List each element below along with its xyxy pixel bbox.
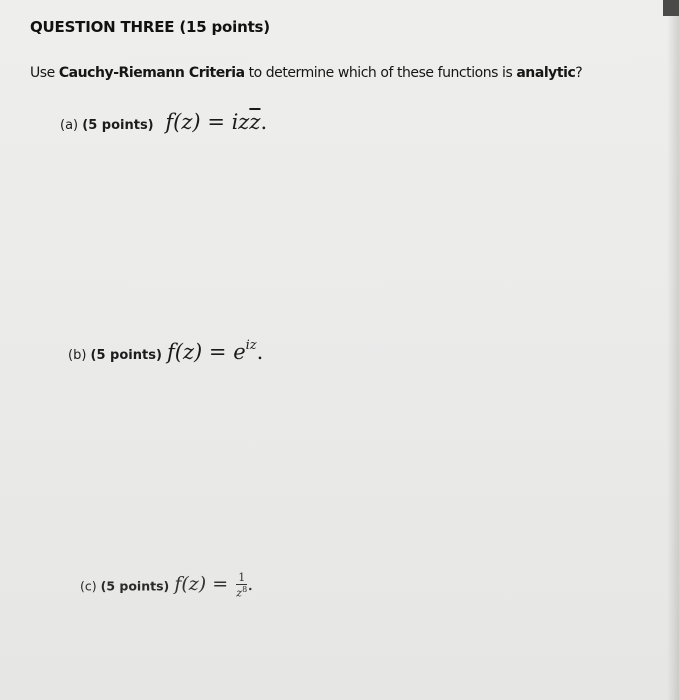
part-b-rhs-base: e — [233, 340, 246, 364]
instruction-text-2: to determine which of these functions is — [244, 65, 517, 81]
part-c-denominator — [236, 585, 247, 599]
part-c-letter: (c) — [80, 578, 97, 594]
instruction-text-1: Use — [30, 65, 59, 81]
part-c-label — [80, 578, 169, 593]
part-b-period: . — [256, 340, 264, 364]
part-c-formula — [174, 571, 254, 600]
part-b — [68, 338, 263, 364]
part-a-conjugate-z: $\overline{z}$ — [249, 110, 261, 134]
instruction-text-3: ? — [575, 65, 583, 81]
part-a-rhs: iz — [231, 110, 250, 134]
part-b-letter: (b) — [68, 348, 87, 363]
part-a-equals: = — [200, 110, 232, 134]
instruction-bold-criteria: Cauchy-Riemann Criteria — [58, 65, 245, 81]
part-a-points: (5 points) — [82, 118, 154, 133]
instruction-bold-analytic: analytic — [516, 65, 576, 81]
part-a-letter: (a) — [60, 118, 79, 133]
part-c-denominator-base: z — [236, 586, 243, 600]
part-b-rhs-exponent: iz — [245, 338, 257, 353]
part-a — [60, 110, 267, 134]
part-b-label — [68, 348, 162, 363]
part-a-lhs: f(z) — [165, 110, 201, 134]
part-b-formula — [167, 340, 263, 364]
part-a-label — [60, 118, 154, 133]
part-a-formula — [159, 110, 267, 134]
part-c-points: (5 points) — [100, 578, 170, 594]
part-c — [80, 572, 253, 599]
part-c-equals: = — [206, 573, 235, 596]
part-c-numerator: 1 — [238, 571, 246, 584]
question-instruction — [30, 65, 582, 81]
part-c-period: . — [247, 573, 254, 596]
part-b-points: (5 points) — [90, 348, 162, 363]
part-b-lhs: f(z) — [167, 340, 203, 364]
part-c-lhs: f(z) — [174, 573, 207, 596]
part-c-denominator-exponent: 8 — [242, 585, 248, 594]
part-a-period: . — [260, 110, 268, 134]
part-c-fraction — [236, 572, 247, 599]
part-b-equals: = — [202, 340, 234, 364]
question-title: QUESTION THREE (15 points) — [30, 18, 270, 36]
